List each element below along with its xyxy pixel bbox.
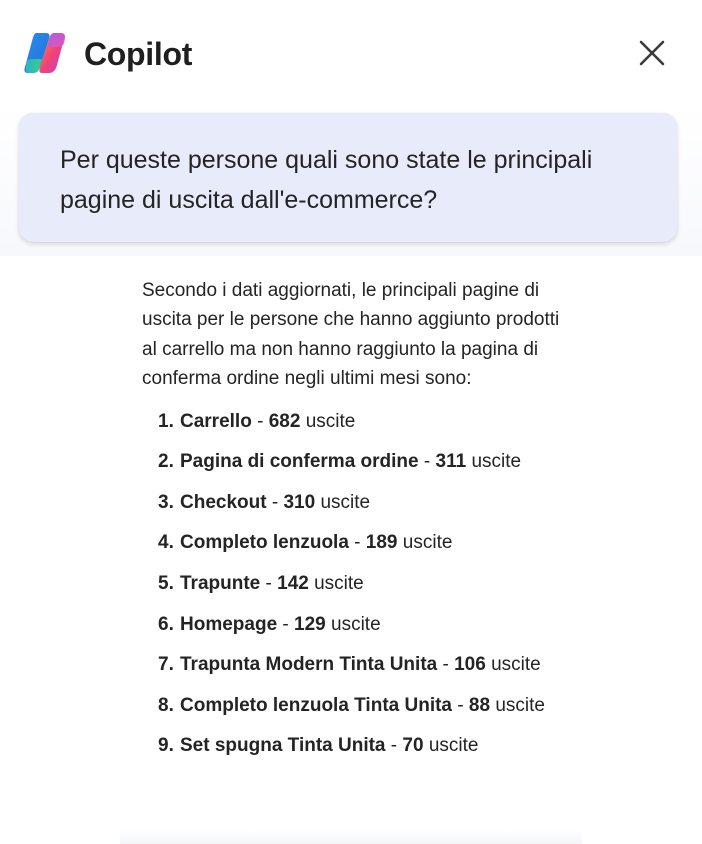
unit-label: uscite (471, 451, 522, 473)
separator: - (452, 694, 469, 716)
separator: - (385, 735, 403, 757)
list-item (142, 650, 572, 679)
close-icon[interactable] (631, 32, 673, 74)
exit-page-name: Pagina di conferma ordine (180, 451, 419, 473)
exit-count: 189 (365, 532, 398, 554)
copilot-logo-icon (22, 31, 68, 75)
exit-page-name: Checkout (180, 491, 267, 513)
exit-page-name: Completo lenzuola (180, 532, 349, 554)
exit-page-name: Trapunta Modern Tinta Unita (180, 654, 438, 676)
separator: - (418, 451, 436, 473)
unit-label: uscite (320, 491, 371, 513)
exit-page-name: Trapunte (180, 573, 261, 594)
unit-label: uscite (331, 613, 381, 635)
exit-page-name: Homepage (180, 613, 278, 635)
separator: - (266, 491, 284, 513)
user-prompt-area (0, 104, 702, 256)
unit-label: uscite (495, 694, 545, 716)
unit-label: uscite (314, 573, 364, 594)
exit-count: 310 (283, 491, 316, 513)
list-number: 7. (158, 654, 174, 676)
list-number: 6. (158, 613, 174, 635)
list-item (142, 569, 572, 598)
exit-count: 129 (294, 613, 326, 635)
list-item (142, 447, 572, 476)
list-number: 1. (158, 410, 174, 432)
scroll-fade (120, 830, 582, 844)
copilot-response (142, 276, 572, 772)
list-item (142, 731, 572, 760)
exit-page-name: Carrello (180, 410, 252, 432)
separator: - (348, 532, 366, 554)
list-item (142, 488, 572, 517)
exit-count: 70 (402, 735, 424, 757)
exit-count: 311 (435, 451, 467, 473)
exit-pages-list (142, 407, 572, 761)
list-number: 5. (158, 573, 174, 594)
list-number: 8. (158, 694, 174, 716)
list-number: 9. (158, 735, 174, 757)
response-intro: Secondo i dati aggiornati, le principali pagine di uscita per le persone che hanno aggiunto prodotti al carrello ma non hanno raggiunto la pagina di conferma ordine negli ultimi mesi sono: (142, 280, 560, 390)
exit-count: 88 (468, 694, 491, 716)
list-number: 2. (158, 451, 174, 473)
list-number: 3. (158, 491, 174, 513)
unit-label: uscite (428, 735, 479, 757)
list-item (142, 691, 572, 720)
app-title: Copilot (84, 36, 193, 72)
exit-count: 106 (454, 654, 486, 676)
list-item (142, 407, 572, 436)
exit-page-name: Completo lenzuola Tinta Unita (180, 694, 452, 716)
list-item (142, 528, 572, 557)
separator: - (260, 573, 278, 594)
unit-label: uscite (491, 654, 541, 676)
separator: - (251, 410, 269, 432)
copilot-header (0, 0, 702, 104)
separator: - (437, 654, 455, 676)
user-prompt-bubble: Per queste persone quali sono state le principali pagine di uscita dall'e-commerce? (19, 113, 677, 242)
list-item (142, 610, 572, 639)
unit-label: uscite (402, 532, 453, 554)
exit-count: 142 (277, 573, 309, 594)
separator: - (277, 613, 295, 635)
exit-page-name: Set spugna Tinta Unita (180, 735, 386, 757)
list-number: 4. (158, 532, 174, 554)
exit-count: 682 (268, 410, 301, 432)
unit-label: uscite (305, 410, 356, 432)
